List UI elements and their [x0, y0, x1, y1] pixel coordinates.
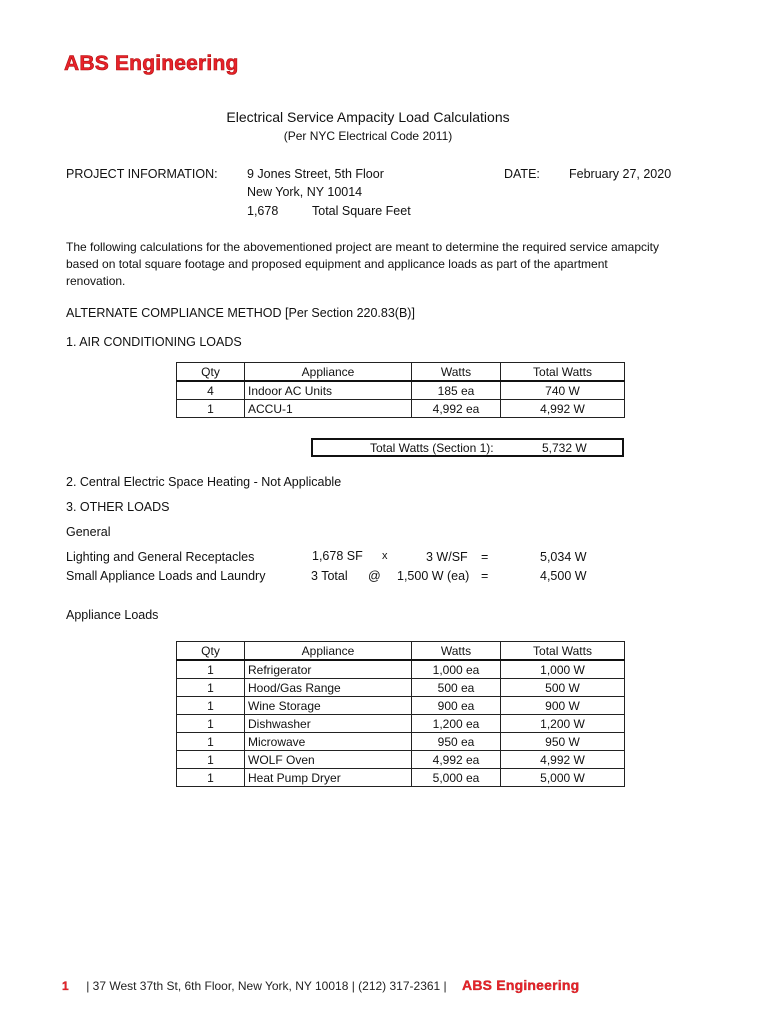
footer-address: | 37 West 37th St, 6th Floor, New York, NY 10018 | (212) 317-2361 | — [86, 979, 447, 993]
appliance-loads-heading: Appliance Loads — [66, 608, 159, 622]
section1-total-value: 5,732 W — [542, 441, 587, 455]
cell-appliance: Hood/Gas Range — [245, 679, 412, 697]
intro-line-1: The following calculations for the abovementioned project are meant to determine the required service amapcity — [66, 240, 659, 254]
section1-total-box — [311, 438, 624, 457]
cell-appliance: Microwave — [245, 733, 412, 751]
table-row — [177, 769, 625, 787]
project-sqft-value: 1,678 — [247, 204, 279, 218]
col-qty: Qty — [177, 363, 245, 382]
company-logo-text: ABS Engineering — [64, 52, 239, 75]
cell-qty: 1 — [177, 751, 245, 769]
general-row-result: 4,500 W — [540, 569, 587, 583]
table-row — [177, 679, 625, 697]
cell-total-watts: 4,992 W — [501, 400, 625, 418]
section1-heading: 1. AIR CONDITIONING LOADS — [66, 335, 242, 349]
intro-line-3: renovation. — [66, 274, 126, 288]
date-value: February 27, 2020 — [569, 167, 672, 181]
table-row — [177, 715, 625, 733]
footer-company: ABS Engineering — [462, 977, 580, 993]
cell-appliance: ACCU-1 — [245, 400, 412, 418]
cell-qty: 1 — [177, 660, 245, 679]
project-address-line1: 9 Jones Street, 5th Floor — [247, 167, 384, 181]
cell-appliance: WOLF Oven — [245, 751, 412, 769]
cell-qty: 4 — [177, 381, 245, 400]
col-appliance: Appliance — [245, 642, 412, 661]
document-title: Electrical Service Ampacity Load Calculations — [226, 109, 510, 125]
table-header-row — [177, 363, 625, 382]
project-sqft-label: Total Square Feet — [312, 204, 411, 218]
col-qty: Qty — [177, 642, 245, 661]
cell-appliance: Indoor AC Units — [245, 381, 412, 400]
cell-total-watts: 900 W — [501, 697, 625, 715]
table-row — [177, 381, 625, 400]
cell-qty: 1 — [177, 400, 245, 418]
page-footer — [62, 977, 579, 993]
ac-loads-table — [176, 362, 625, 418]
cell-qty: 1 — [177, 697, 245, 715]
section1-total-label: Total Watts (Section 1): — [370, 441, 494, 455]
cell-qty: 1 — [177, 679, 245, 697]
table-row — [177, 733, 625, 751]
project-info-label: PROJECT INFORMATION: — [66, 167, 218, 181]
col-appliance: Appliance — [245, 363, 412, 382]
general-row-label: Small Appliance Loads and Laundry — [66, 569, 266, 583]
general-row-operator: @ — [368, 569, 381, 583]
col-total-watts: Total Watts — [501, 363, 625, 382]
document-subtitle: (Per NYC Electrical Code 2011) — [283, 129, 453, 143]
cell-watts: 5,000 ea — [412, 769, 501, 787]
cell-qty: 1 — [177, 733, 245, 751]
section2-heading: 2. Central Electric Space Heating - Not Applicable — [66, 475, 342, 489]
date-label: DATE: — [504, 167, 540, 181]
cell-watts: 1,000 ea — [412, 660, 501, 679]
cell-total-watts: 1,000 W — [501, 660, 625, 679]
general-row-rate: 1,500 W (ea) — [397, 569, 470, 583]
general-row-quantity: 3 Total — [311, 569, 348, 583]
general-row-equals: = — [481, 569, 489, 583]
table-header-row — [177, 642, 625, 661]
project-address-line2: New York, NY 10014 — [247, 185, 363, 199]
col-watts: Watts — [412, 363, 501, 382]
appliance-loads-table — [176, 641, 625, 787]
general-row-rate: 3 W/SF — [426, 550, 468, 564]
col-total-watts: Total Watts — [501, 642, 625, 661]
col-watts: Watts — [412, 642, 501, 661]
cell-watts: 900 ea — [412, 697, 501, 715]
page-number: 1 — [62, 979, 69, 993]
cell-total-watts: 500 W — [501, 679, 625, 697]
general-heading: General — [66, 525, 111, 539]
cell-qty: 1 — [177, 769, 245, 787]
cell-total-watts: 4,992 W — [501, 751, 625, 769]
table-row — [177, 697, 625, 715]
table-row — [177, 660, 625, 679]
cell-watts: 185 ea — [412, 381, 501, 400]
general-row-label: Lighting and General Receptacles — [66, 550, 255, 564]
cell-watts: 1,200 ea — [412, 715, 501, 733]
cell-total-watts: 950 W — [501, 733, 625, 751]
table-row — [177, 751, 625, 769]
cell-total-watts: 740 W — [501, 381, 625, 400]
method-heading: ALTERNATE COMPLIANCE METHOD [Per Section 220.83(B)] — [66, 306, 415, 320]
cell-appliance: Heat Pump Dryer — [245, 769, 412, 787]
cell-appliance: Dishwasher — [245, 715, 412, 733]
intro-line-2: based on total square footage and proposed equipment and applicance loads as part of the apartment — [66, 257, 608, 271]
cell-qty: 1 — [177, 715, 245, 733]
cell-total-watts: 1,200 W — [501, 715, 625, 733]
cell-appliance: Refrigerator — [245, 660, 412, 679]
section3-heading: 3. OTHER LOADS — [66, 500, 170, 514]
cell-total-watts: 5,000 W — [501, 769, 625, 787]
general-row-quantity: 1,678 SF — [312, 549, 363, 563]
cell-watts: 500 ea — [412, 679, 501, 697]
cell-watts: 4,992 ea — [412, 751, 501, 769]
cell-appliance: Wine Storage — [245, 697, 412, 715]
table-row — [177, 400, 625, 418]
general-row-result: 5,034 W — [540, 550, 587, 564]
general-row-operator: x — [382, 550, 388, 562]
cell-watts: 4,992 ea — [412, 400, 501, 418]
cell-watts: 950 ea — [412, 733, 501, 751]
general-row-equals: = — [481, 550, 489, 564]
